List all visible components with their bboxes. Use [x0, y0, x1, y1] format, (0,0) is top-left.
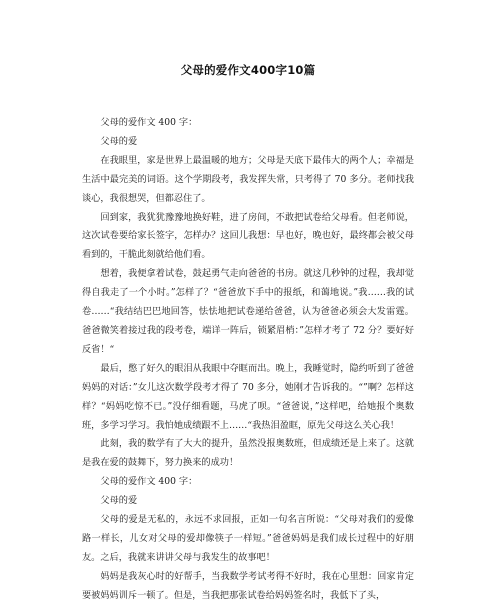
paragraph: 想着，我便拿着试卷，鼓起勇气走向爸爸的书房。就这几秒钟的过程，我却觉得自我走了一个小时。”怎样了？“爸爸放下手中的报纸，和蔼地说。”我……我的试卷……“我结结巴巴地回答，怯怯地把试卷递给爸爸，认为爸爸必须会大发雷霆。爸爸微笑着接过我的段考卷，端详一阵后，锁紧眉梢：”怎样才考了 72 分？要好好反省！“ [82, 268, 414, 355]
document-body [82, 114, 414, 606]
paragraph: 此刻，我的数学有了大大的提升，虽然没报奥数班，但成绩还是上来了。这就是我在爱的鼓舞下，努力换来的成功！ [82, 438, 414, 469]
paragraph-subtitle: 父母的爱 [100, 495, 138, 507]
paragraph: 在我眼里，家是世界上最温暖的地方；父母是天底下最伟大的两个人；幸福是生活中最完美的词语。这个学期段考，我发挥失常，只考得了 70 多分。老师找我谈心，我很想哭，但都忍住了。 [82, 154, 414, 204]
paragraph-essay-heading: 父母的爱作文 400 字： [100, 476, 198, 488]
paragraph: 父母的爱是无私的，永远不求回报，正如一句名言所说：“父母对我们的爱像路一样长，儿女对父母的爱却像筷子一样短。”爸爸妈妈是我们成长过程中的好朋友。之后，我就来讲讲父母与我发生的故事吧！ [82, 514, 414, 563]
document-title: 父母的爱作文400字10篇 [180, 63, 316, 77]
paragraph-subtitle: 父母的爱 [100, 135, 138, 147]
paragraph: 最后，憋了好久的眼泪从我眼中夺眶而出。晚上，我睡觉时，隐约听到了爸爸妈妈的对话：”女儿这次数学段考才得了 70 多分，她刚才告诉我的。“”啊？怎样这样？“妈妈吃惊不已。”没仔细看题，马虎了呗。“爸爸说，”这样吧，给她报个奥数班，多学习学习。我怕她成绩跟不上……“我热泪盈眶，原先父母这么关心我！ [82, 362, 414, 431]
paragraph: 妈妈是我灰心时的好帮手，当我数学考试考得不好时，我在心里想：回家肯定要被妈妈训斥一顿了。但是，当我把那张试卷给妈妈签名时，我低下了头， [82, 570, 414, 601]
paragraph-intro-heading: 父母的爱作文 400 字： [100, 117, 198, 128]
paragraph: 回到家，我犹犹豫豫地换好鞋，进了房间，不敢把试卷给父母看。但老师说，这次试卷要给家长签字，怎样办？这回儿我想：早也好，晚也好，最终都会被父母看到的，干脆此刻就给他们看。 [82, 211, 414, 261]
